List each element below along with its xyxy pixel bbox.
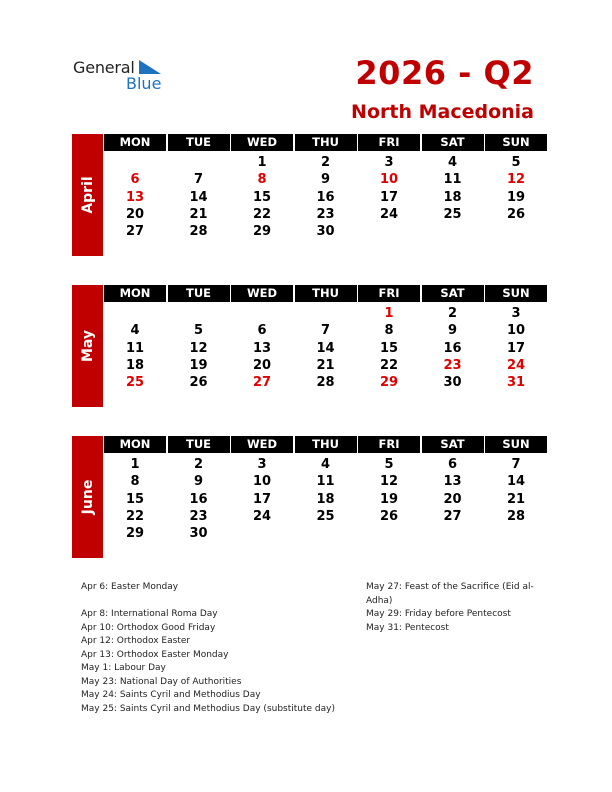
day-cell: 28 <box>316 375 335 391</box>
month-tab <box>72 436 103 558</box>
weekday-header: TUE <box>168 285 230 302</box>
day-cell: 4 <box>130 323 140 339</box>
day-cell: 3 <box>384 155 394 170</box>
weekday-header: WED <box>231 436 293 453</box>
day-cell: 5 <box>511 155 521 170</box>
day-cell: 20 <box>443 491 462 507</box>
day-cell: 17 <box>252 491 272 507</box>
holiday-entry: May 29: Friday before Pentecost <box>366 609 511 619</box>
holiday-entry: Apr 10: Orthodox Good Friday <box>81 622 216 633</box>
day-cell: 5 <box>384 457 394 472</box>
weekday-header: FRI <box>358 285 420 302</box>
day-cell: 2 <box>320 155 331 170</box>
day-cell: 9 <box>320 172 331 188</box>
holiday-day-cell: 12 <box>506 172 526 188</box>
day-cell: 5 <box>193 323 204 339</box>
holiday-day-cell: 6 <box>130 172 140 188</box>
month-name: May <box>79 329 96 363</box>
day-cell: 29 <box>252 224 272 240</box>
logo-text-general: General <box>73 58 135 77</box>
holiday-entry: Apr 6: Easter Monday <box>81 582 179 592</box>
day-cell <box>358 525 420 543</box>
day-cell: 13 <box>252 340 272 356</box>
day-cell: 7 <box>511 457 521 472</box>
day-cell: 15 <box>379 340 399 356</box>
day-cell <box>422 223 484 241</box>
weekday-header: SUN <box>485 285 547 302</box>
day-cell: 24 <box>379 206 399 222</box>
day-cell: 27 <box>125 224 145 240</box>
holiday-list-right <box>366 581 534 635</box>
day-cell: 18 <box>316 491 335 507</box>
holiday-entry: May 24: Saints Cyril and Methodius Day <box>81 690 261 700</box>
day-cell: 19 <box>189 357 208 373</box>
weekday-header-row <box>104 285 549 302</box>
weekday-header: TUE <box>168 436 230 453</box>
day-cell: 28 <box>189 224 208 240</box>
day-cell <box>168 305 230 323</box>
day-cell: 18 <box>443 189 462 205</box>
day-cell: 17 <box>506 340 526 356</box>
holiday-entry: Apr 13: Orthodox Easter Monday <box>81 649 229 660</box>
day-cell: 23 <box>316 206 335 222</box>
weekday-header: SAT <box>422 436 484 453</box>
holiday-day-cell: 23 <box>443 357 462 373</box>
day-cell: 11 <box>443 172 462 188</box>
day-cell: 30 <box>316 224 335 240</box>
weekday-header: WED <box>231 285 293 302</box>
weekday-header: MON <box>104 134 166 151</box>
day-cell: 13 <box>443 474 462 490</box>
day-cell: 23 <box>189 508 208 524</box>
day-cell: 28 <box>506 508 526 524</box>
page-title: 2026 - Q2 <box>355 54 534 92</box>
weekday-header: THU <box>295 436 357 453</box>
day-cell: 11 <box>316 474 335 490</box>
weekday-header-row <box>104 436 549 453</box>
day-cell: 4 <box>447 155 458 170</box>
day-cell: 25 <box>443 206 462 222</box>
day-cell: 22 <box>125 508 145 524</box>
day-cell: 30 <box>443 375 462 391</box>
day-cell <box>422 525 484 543</box>
holiday-entry: May 25: Saints Cyril and Methodius Day (substitute day) <box>81 703 335 714</box>
holiday-entry: Adha) <box>366 595 393 606</box>
day-cell: 16 <box>189 491 208 507</box>
month-tab <box>72 134 103 256</box>
weekday-header: THU <box>295 285 357 302</box>
day-cell: 9 <box>447 323 458 339</box>
day-cell: 14 <box>316 340 335 356</box>
day-cell: 26 <box>506 206 526 222</box>
day-cell: 20 <box>125 206 145 222</box>
holiday-entry <box>81 595 335 609</box>
logo-text-blue: Blue <box>126 74 162 93</box>
weekday-header: MON <box>104 436 166 453</box>
day-cell: 7 <box>320 323 331 339</box>
day-cell: 2 <box>447 306 458 321</box>
day-cell: 25 <box>316 508 335 524</box>
day-cell: 26 <box>189 375 208 391</box>
day-cell: 16 <box>443 340 462 356</box>
day-cell: 22 <box>252 206 272 222</box>
month-name: April <box>79 176 96 214</box>
holiday-entry: May 1: Labour Day <box>81 663 166 673</box>
day-cell <box>295 525 357 543</box>
weekday-header: SAT <box>422 285 484 302</box>
day-cell: 3 <box>257 457 267 472</box>
holiday-entry: May 23: National Day of Authorities <box>81 676 242 687</box>
holiday-day-cell: 24 <box>506 357 526 373</box>
day-cell <box>231 305 293 323</box>
holiday-day-cell: 8 <box>257 172 267 188</box>
day-cell: 30 <box>189 526 208 542</box>
holiday-day-cell: 29 <box>379 375 399 391</box>
day-cell <box>231 525 293 543</box>
day-cell: 7 <box>193 172 204 188</box>
day-cell: 1 <box>257 155 267 170</box>
day-cell: 6 <box>257 323 267 339</box>
weekday-header: THU <box>295 134 357 151</box>
day-cell: 26 <box>379 508 399 524</box>
day-cell: 11 <box>125 340 145 356</box>
weekday-header: WED <box>231 134 293 151</box>
day-cell <box>358 223 420 241</box>
holiday-day-cell: 13 <box>125 189 145 205</box>
day-cell: 4 <box>320 457 331 472</box>
holiday-entry: May 27: Feast of the Sacrifice (Eid al- <box>366 582 534 592</box>
day-cell: 9 <box>193 474 204 490</box>
day-cell <box>485 525 547 543</box>
day-cell: 10 <box>506 323 526 339</box>
day-cell: 19 <box>379 491 399 507</box>
day-cell: 21 <box>316 357 335 373</box>
weekday-header: FRI <box>358 436 420 453</box>
day-cell: 20 <box>252 357 272 373</box>
day-cell: 15 <box>252 189 272 205</box>
day-cell: 14 <box>189 189 208 205</box>
day-cell: 1 <box>130 457 140 472</box>
day-cell: 12 <box>189 340 208 356</box>
holiday-day-cell: 1 <box>384 306 394 321</box>
day-cell: 21 <box>506 491 526 507</box>
holiday-entry: Apr 12: Orthodox Easter <box>81 636 191 646</box>
day-cell: 21 <box>189 206 208 222</box>
day-cell <box>104 305 166 323</box>
holiday-day-cell: 25 <box>125 375 145 391</box>
day-cell: 29 <box>125 526 145 542</box>
holiday-day-cell: 27 <box>252 375 272 391</box>
holiday-day-cell: 31 <box>506 375 526 391</box>
day-cell: 14 <box>506 474 526 490</box>
day-cell: 17 <box>379 189 399 205</box>
holiday-day-cell: 10 <box>379 172 399 188</box>
day-cell: 6 <box>447 457 458 472</box>
day-cell <box>295 305 357 323</box>
day-cell: 10 <box>252 474 272 490</box>
weekday-header: MON <box>104 285 166 302</box>
day-cell: 18 <box>125 357 145 373</box>
country-name: North Macedonia <box>351 101 534 123</box>
general-blue-logo <box>73 58 183 98</box>
weekday-header: FRI <box>358 134 420 151</box>
day-cell: 24 <box>252 508 272 524</box>
weekday-header-row <box>104 134 549 151</box>
weekday-header: TUE <box>168 134 230 151</box>
day-cell <box>485 223 547 241</box>
day-cell: 8 <box>384 323 394 339</box>
month-name: June <box>79 479 96 515</box>
day-cell: 12 <box>379 474 399 490</box>
day-cell: 15 <box>125 491 145 507</box>
day-cell: 27 <box>443 508 462 524</box>
day-cell: 3 <box>511 306 521 321</box>
day-cell <box>104 154 166 172</box>
day-cell: 16 <box>316 189 335 205</box>
weekday-header: SUN <box>485 436 547 453</box>
day-cell: 19 <box>506 189 526 205</box>
day-cell: 2 <box>193 457 204 472</box>
day-cell: 22 <box>379 357 399 373</box>
holiday-entry: Apr 8: International Roma Day <box>81 609 218 619</box>
holiday-entry: May 31: Pentecost <box>366 622 449 633</box>
day-cell <box>168 154 230 172</box>
weekday-header: SAT <box>422 134 484 151</box>
day-cell: 8 <box>130 474 140 490</box>
month-tab <box>72 285 103 407</box>
weekday-header: SUN <box>485 134 547 151</box>
holiday-list-left <box>81 581 335 716</box>
